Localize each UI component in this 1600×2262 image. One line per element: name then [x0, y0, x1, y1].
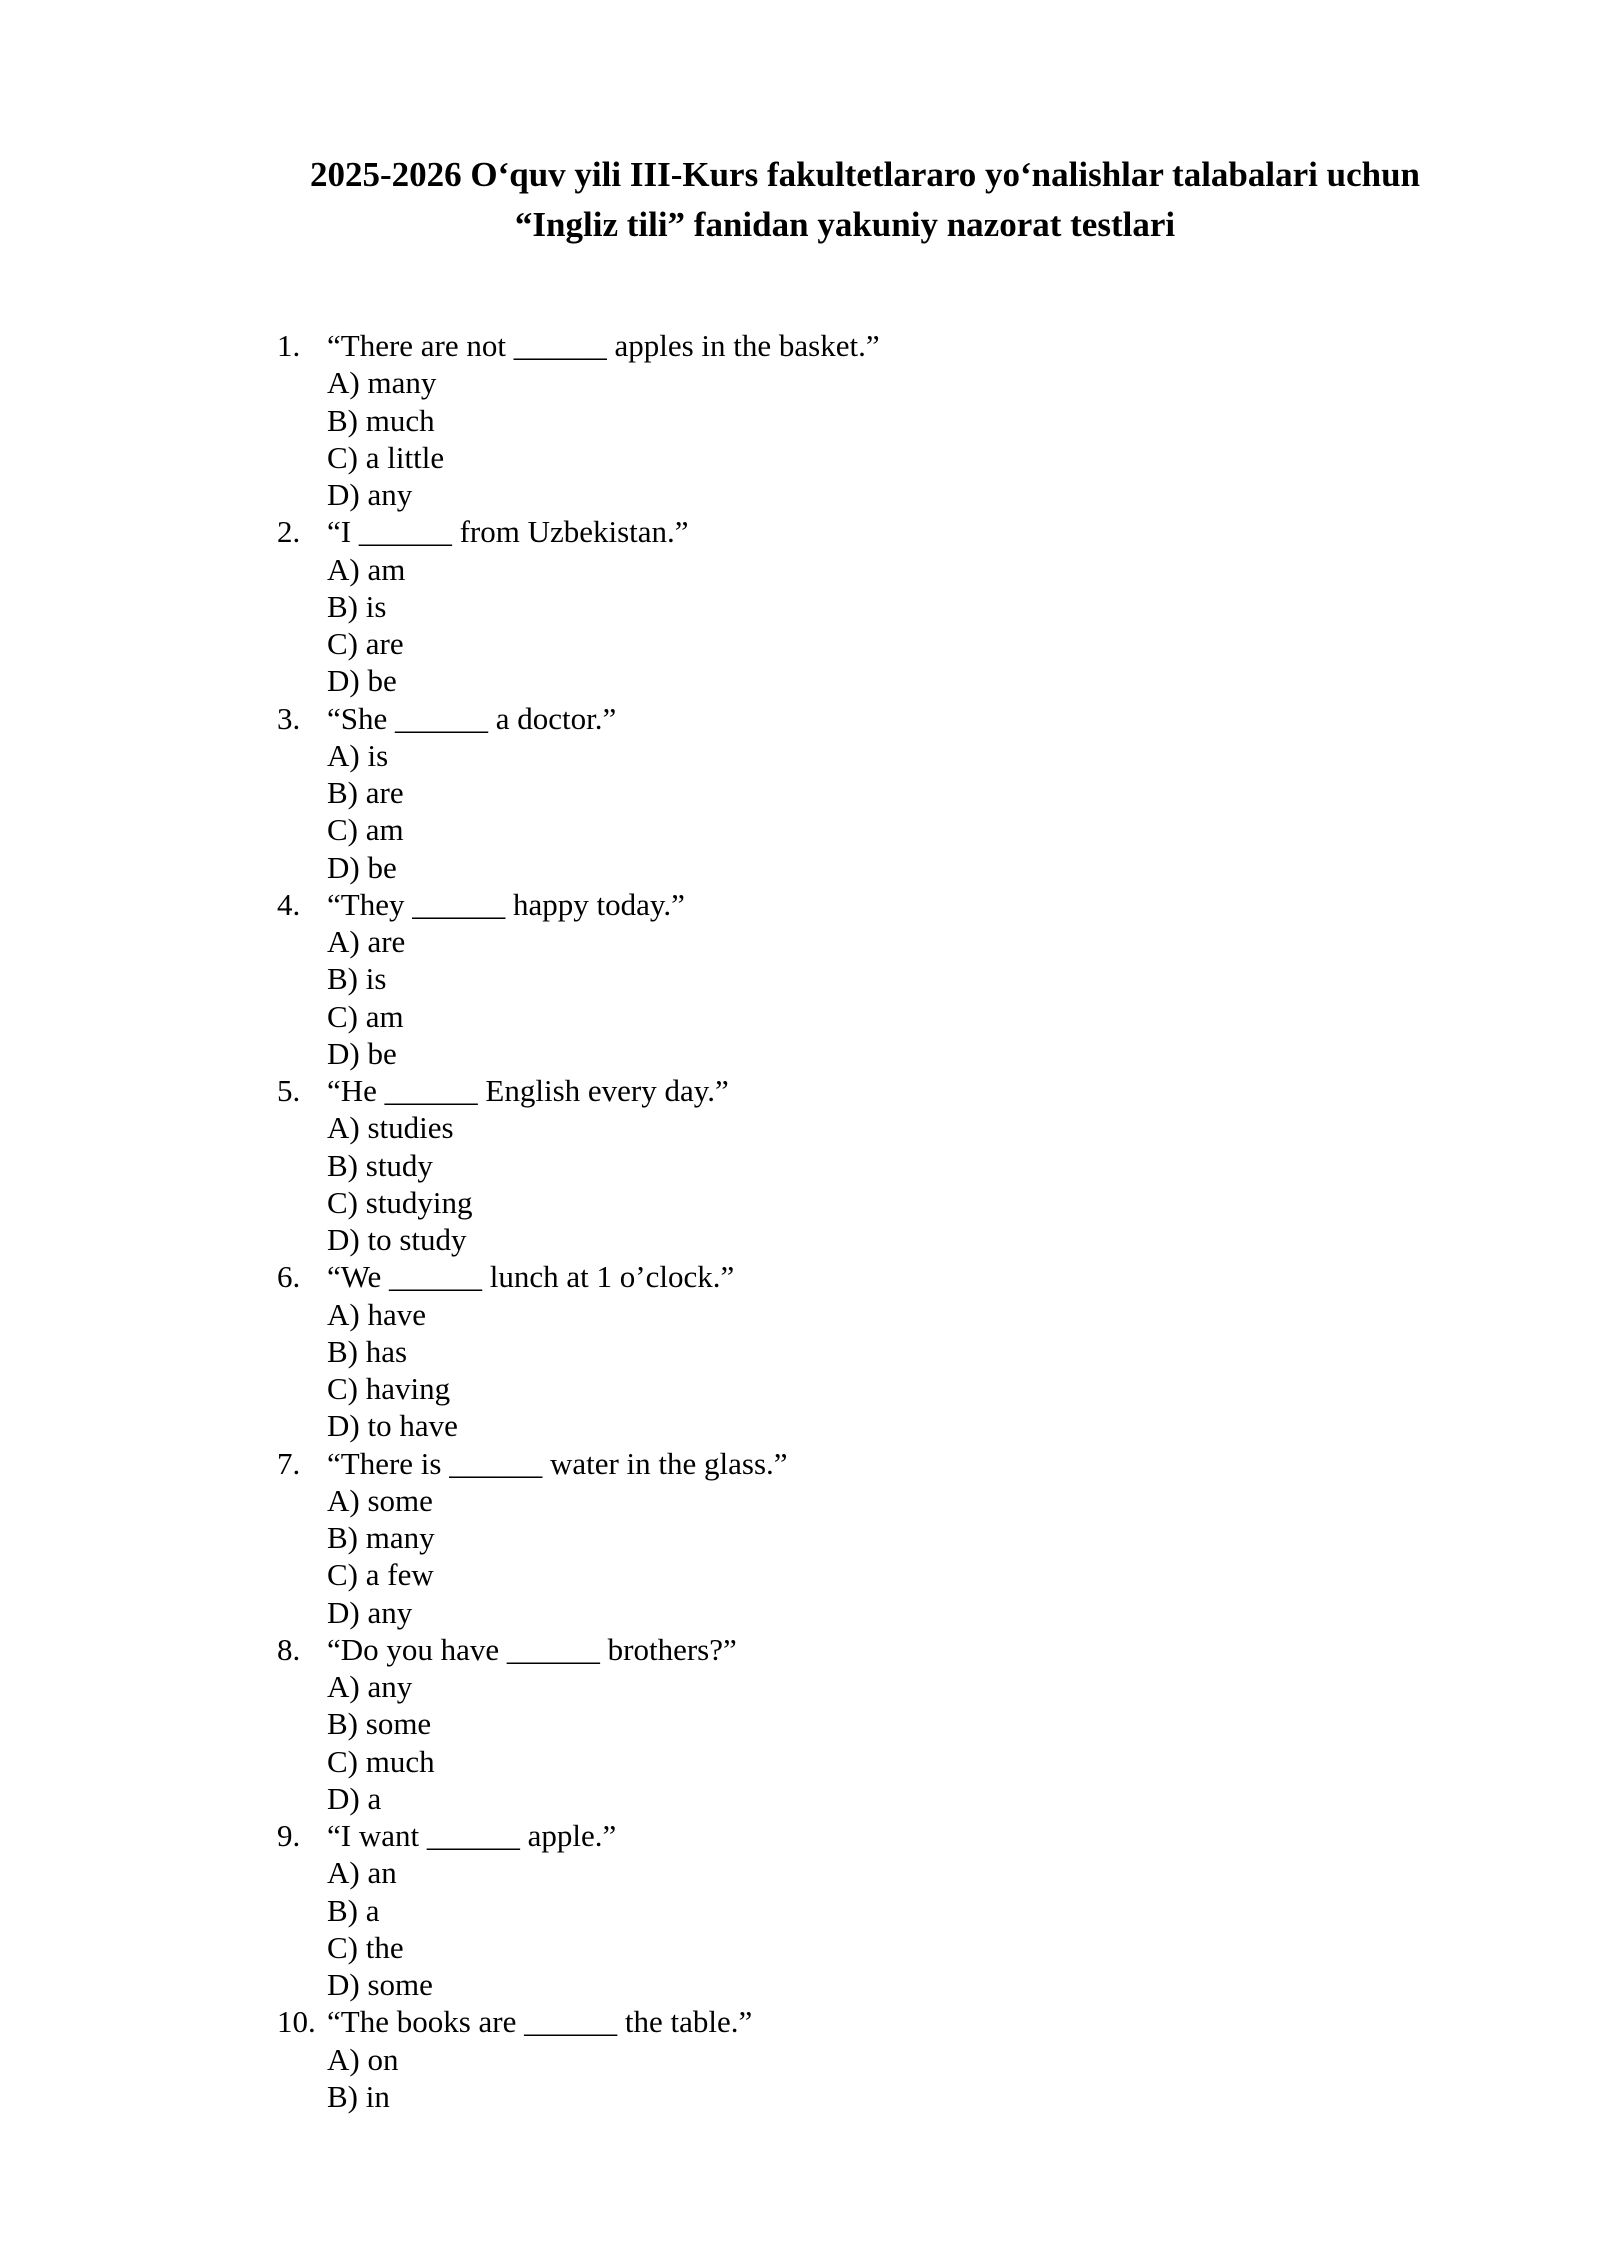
answer-option: C) much	[327, 1743, 435, 1779]
answer-option: A) is	[327, 737, 389, 773]
title-line-1: 2025-2026 O‘quv yili III-Kurs fakultetlararo yo‘nalishlar talabalari uchun	[309, 155, 1421, 194]
question-number: 6.	[277, 1259, 301, 1295]
answer-option: A) any	[327, 1669, 413, 1704]
question-stem	[277, 1258, 1377, 1295]
answer-option: C) am	[327, 812, 404, 848]
answer-option: D) any	[327, 1594, 413, 1630]
answer-option: D) a	[327, 1780, 382, 1816]
question-stem	[277, 2003, 1377, 2040]
answer-option: B) some	[327, 1706, 432, 1742]
answer-option: C) am	[327, 998, 404, 1034]
question-number: 2.	[277, 514, 301, 550]
question-stem	[277, 1445, 1377, 1482]
question-stem	[277, 1817, 1377, 1854]
question-9	[277, 1817, 1377, 2003]
title-line-2: “Ingliz tili” fanidan yakuniy nazorat testlari	[514, 205, 1176, 244]
question-stem	[277, 513, 1377, 550]
answer-option: A) are	[327, 924, 406, 959]
answer-option: B) is	[327, 588, 387, 624]
answer-option: D) to have	[327, 1408, 458, 1444]
answer-option: A) am	[327, 551, 406, 587]
answer-option: A) an	[327, 1855, 397, 1891]
question-number: 4.	[277, 886, 301, 922]
document-title	[0, 150, 1600, 250]
question-text: “I ______ from Uzbekistan.”	[327, 514, 689, 550]
answer-option: A) on	[327, 2041, 399, 2077]
answer-option: C) a little	[327, 439, 445, 475]
answer-option: D) be	[327, 663, 397, 699]
question-stem	[277, 1072, 1377, 1109]
question-number: 5.	[277, 1073, 301, 1108]
answer-option: D) some	[327, 1967, 433, 2002]
question-text: “We ______ lunch at 1 o’clock.”	[327, 1259, 735, 1295]
question-number: 1.	[277, 328, 301, 363]
question-stem	[277, 886, 1377, 923]
answer-option: B) is	[327, 961, 387, 997]
question-text: “He ______ English every day.”	[327, 1073, 729, 1108]
question-1	[277, 327, 1377, 513]
question-3	[277, 700, 1377, 886]
answer-option: D) any	[327, 477, 413, 512]
question-2	[277, 513, 1377, 699]
answer-option: A) have	[327, 1296, 426, 1332]
answer-option: C) are	[327, 626, 404, 661]
question-number: 7.	[277, 1445, 301, 1481]
answer-option: A) some	[327, 1482, 433, 1518]
answer-option: C) the	[327, 1929, 404, 1965]
answer-option: B) has	[327, 1333, 408, 1369]
question-text: “I want ______ apple.”	[327, 1818, 617, 1853]
answer-option: A) studies	[327, 1110, 454, 1146]
answer-option: C) having	[327, 1371, 451, 1406]
question-4	[277, 886, 1377, 1072]
question-number: 8.	[277, 1631, 301, 1667]
answer-option: C) a few	[327, 1557, 434, 1593]
answer-option: D) be	[327, 1035, 397, 1071]
question-6	[277, 1258, 1377, 1444]
question-text: “There are not ______ apples in the basket.”	[327, 328, 880, 363]
question-list	[277, 327, 1377, 2115]
question-text: “She ______ a doctor.”	[327, 700, 617, 736]
question-stem	[277, 1631, 1377, 1668]
answer-option: B) study	[327, 1147, 433, 1183]
question-number: 9.	[277, 1818, 301, 1853]
question-10	[277, 2003, 1377, 2115]
answer-option: D) to study	[327, 1222, 467, 1257]
question-stem	[277, 700, 1377, 737]
question-text: “There is ______ water in the glass.”	[327, 1445, 788, 1481]
question-text: “They ______ happy today.”	[327, 886, 685, 922]
question-7	[277, 1445, 1377, 1631]
answer-option: B) a	[327, 1892, 380, 1928]
question-text: “The books are ______ the table.”	[327, 2004, 753, 2040]
answer-option: A) many	[327, 365, 437, 401]
question-number: 10.	[277, 2004, 316, 2040]
question-stem	[277, 327, 1377, 364]
question-number: 3.	[277, 700, 301, 736]
question-text: “Do you have ______ brothers?”	[327, 1631, 737, 1667]
answer-option: B) many	[327, 1520, 435, 1555]
answer-option: B) much	[327, 402, 435, 438]
answer-option: D) be	[327, 849, 397, 885]
question-5	[277, 1072, 1377, 1258]
answer-option: C) studying	[327, 1184, 473, 1220]
question-8	[277, 1631, 1377, 1817]
answer-option: B) in	[327, 2078, 390, 2114]
answer-option: B) are	[327, 775, 404, 810]
